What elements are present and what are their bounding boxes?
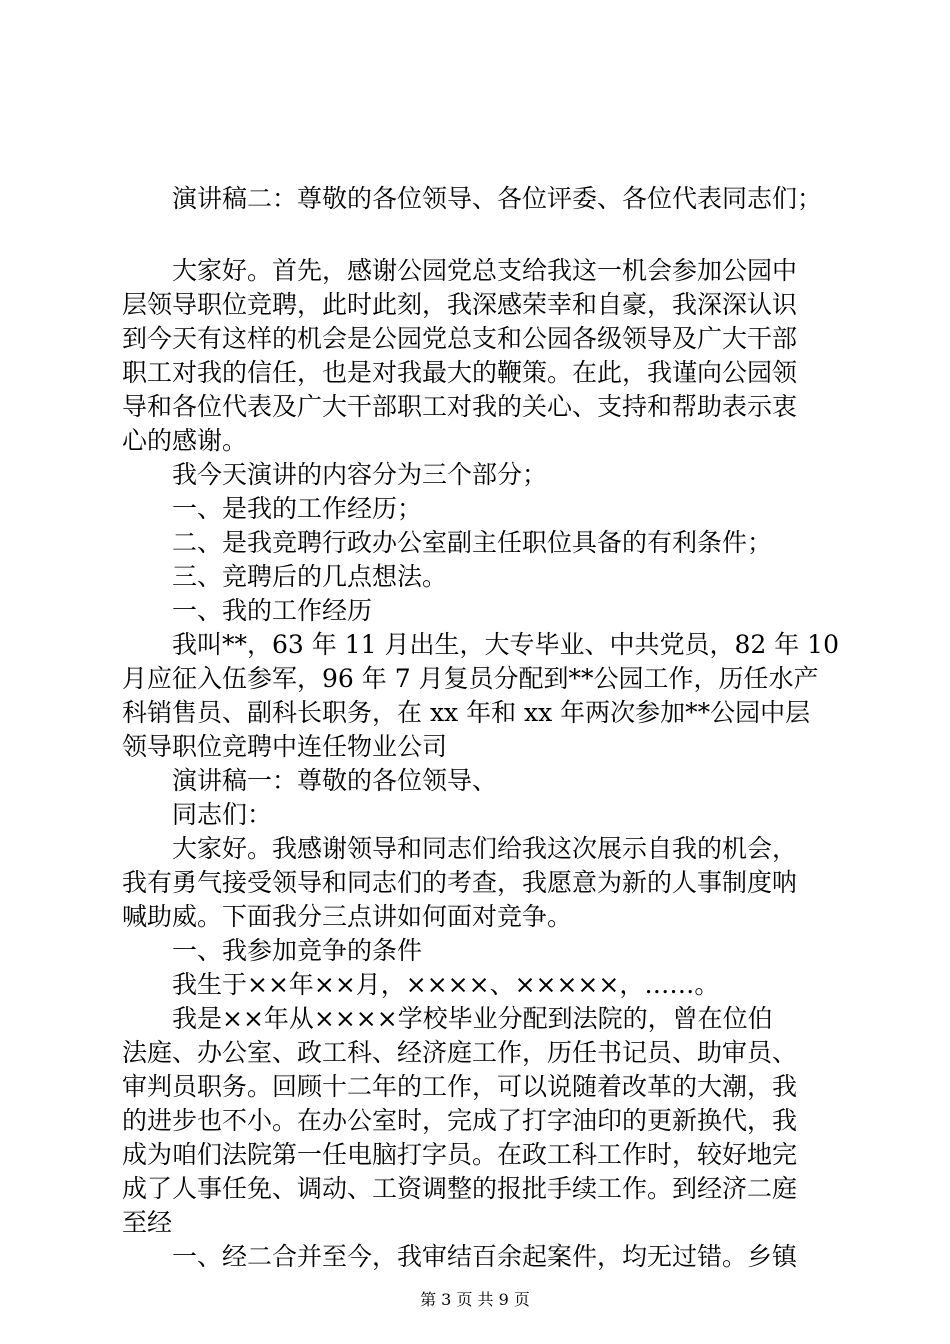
text-line: 至经 (122, 1208, 173, 1237)
text-line: 我叫**，63 年 11 月出生，大专毕业、中共党员，82 年 10 (122, 630, 839, 659)
text-line: 法庭、办公室、政工科、经济庭工作，历任书记员、助审员、 (122, 1038, 798, 1067)
paragraph-gap (122, 216, 834, 254)
text-line: 科销售员、副科长职务，在 xx 年和 xx 年两次参加**公园中层 (122, 698, 811, 727)
text-line: 我今天演讲的内容分为三个部分； (122, 460, 548, 489)
document-body (122, 182, 839, 1274)
text-line: 一、我的工作经历 (122, 596, 373, 625)
text-line: 导和各位代表及广大干部职工对我的关心、支持和帮助表示衷 (122, 392, 798, 421)
text-line: 一、是我的工作经历； (122, 494, 423, 523)
text-line: 我是××年从××××学校毕业分配到法院的，曾在位伯 (122, 1004, 773, 1033)
text-line: 职工对我的信任，也是对我最大的鞭策。在此，我谨向公园领 (122, 358, 798, 387)
text-line: 演讲稿一：尊敬的各位领导、 (122, 766, 498, 795)
text-line: 喊助威。下面我分三点讲如何面对竞争。 (122, 902, 573, 931)
text-line: 层领导职位竞聘，此时此刻，我深感荣幸和自豪，我深深认识 (122, 290, 798, 319)
text-line: 同志们： (122, 800, 273, 829)
text-line: 我生于××年××月，××××、×××××，……。 (122, 970, 720, 999)
text-line: 演讲稿二：尊敬的各位领导、各位评委、各位代表同志们； (122, 184, 823, 213)
text-line: 一、我参加竞争的条件 (122, 936, 423, 965)
text-line: 我有勇气接受领导和同志们的考查，我愿意为新的人事制度呐 (122, 868, 798, 897)
text-line: 一、经二合并至今，我审结百余起案件，均无过错。乡镇 (122, 1242, 798, 1271)
text-line: 月应征入伍参军，96 年 7 月复员分配到**公园工作，历任水产 (122, 664, 819, 693)
text-line: 心的感谢。 (122, 426, 248, 455)
text-line: 大家好。我感谢领导和同志们给我这次展示自我的机会， (122, 834, 798, 863)
text-line: 领导职位竞聘中连任物业公司 (122, 732, 448, 761)
page-number-footer: 第 3 页 共 9 页 (420, 1290, 530, 1309)
text-line: 审判员职务。回顾十二年的工作，可以说随着改革的大潮，我 (122, 1072, 798, 1101)
text-line: 的进步也不小。在办公室时，完成了打字油印的更新换代，我 (122, 1106, 798, 1135)
text-line: 成为咱们法院第一任电脑打字员。在政工科工作时，较好地完 (122, 1140, 798, 1169)
text-line: 大家好。首先，感谢公园党总支给我这一机会参加公园中 (122, 256, 798, 285)
text-line: 到今天有这样的机会是公园党总支和公园各级领导及广大干部 (122, 324, 798, 353)
text-line: 成了人事任免、调动、工资调整的报批手续工作。到经济二庭 (122, 1174, 798, 1203)
text-line: 二、是我竞聘行政办公室副主任职位具备的有利条件； (122, 528, 773, 557)
text-line: 三、竞聘后的几点想法。 (122, 562, 448, 591)
